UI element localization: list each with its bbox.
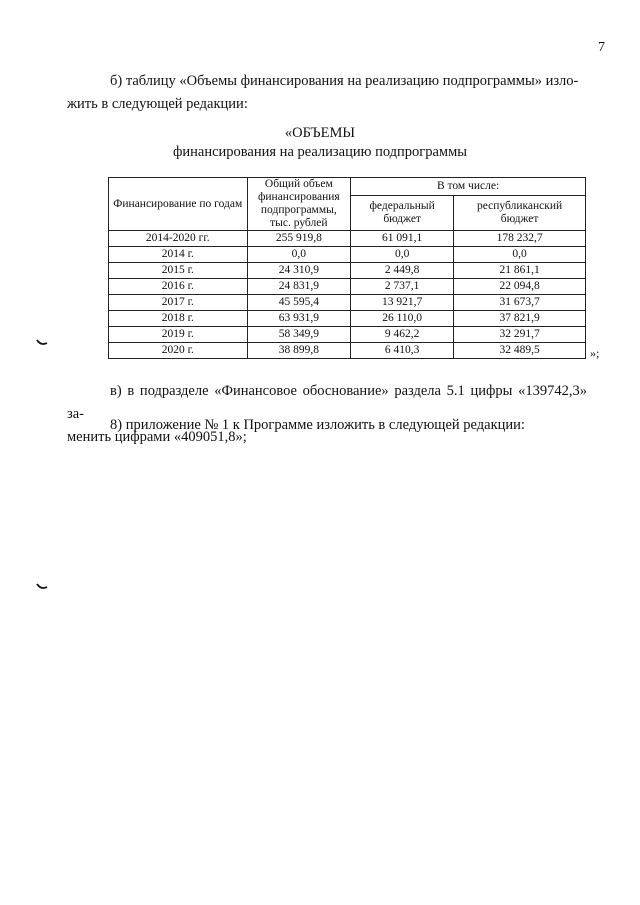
cell-year: 2016 г. [109,279,248,295]
cell-republican: 0,0 [454,247,586,263]
cell-federal: 2 737,1 [351,279,454,295]
cell-total: 63 931,9 [247,311,351,327]
intro-line-1: б) таблицу «Объемы финансирования на реализацию подпрограммы» изло- [110,73,579,89]
paragraph-8-line-1: 8) приложение № 1 к Программе изложить в следующей редакции: [110,417,525,433]
cell-republican: 32 489,5 [454,343,586,359]
intro-paragraph [67,70,587,116]
binding-mark-icon [36,583,48,591]
cell-federal: 61 091,1 [351,231,454,247]
table-header-row [109,178,586,196]
cell-federal: 9 462,2 [351,327,454,343]
cell-total: 0,0 [247,247,351,263]
financing-table [108,177,586,359]
header-federal: федеральный бюджет [351,196,454,231]
header-total: Общий объем финансирования подпрограммы, тыс. рублей [247,178,351,231]
cell-republican: 37 821,9 [454,311,586,327]
table-closing-quote: »; [590,346,600,360]
cell-year: 2018 г. [109,311,248,327]
cell-year: 2015 г. [109,263,248,279]
paragraph-v-line-2: менить цифрами «409051,8»; [67,429,247,445]
intro-line-2: жить в следующей редакции: [67,96,248,112]
table-row [109,295,586,311]
table-row [109,263,586,279]
cell-republican: 32 291,7 [454,327,586,343]
cell-federal: 6 410,3 [351,343,454,359]
cell-federal: 2 449,8 [351,263,454,279]
cell-republican: 178 232,7 [454,231,586,247]
table-row [109,343,586,359]
cell-federal: 26 110,0 [351,311,454,327]
header-years: Финансирование по годам [109,178,248,231]
table-title: «ОБЪЕМЫ [284,125,356,141]
cell-total: 255 919,8 [247,231,351,247]
cell-republican: 22 094,8 [454,279,586,295]
table-row [109,247,586,263]
cell-year: 2020 г. [109,343,248,359]
cell-total: 58 349,9 [247,327,351,343]
cell-year: 2017 г. [109,295,248,311]
table-row [109,279,586,295]
cell-total: 45 595,4 [247,295,351,311]
cell-federal: 0,0 [351,247,454,263]
cell-year: 2014-2020 гг. [109,231,248,247]
header-republican: республиканский бюджет [454,196,586,231]
paragraph-8 [67,414,587,437]
cell-federal: 13 921,7 [351,295,454,311]
cell-year: 2014 г. [109,247,248,263]
cell-year: 2019 г. [109,327,248,343]
table-row [109,231,586,247]
binding-mark-icon [36,339,48,347]
cell-total: 24 831,9 [247,279,351,295]
table-row [109,311,586,327]
cell-total: 24 310,9 [247,263,351,279]
paragraph-v-line-1: в) в подразделе «Финансовое обоснование» раздела 5.1 цифры «139742,3» за- [67,383,587,422]
cell-total: 38 899,8 [247,343,351,359]
table-row [109,327,586,343]
cell-republican: 31 673,7 [454,295,586,311]
page-number: 7 [598,40,605,55]
cell-republican: 21 861,1 [454,263,586,279]
header-including: В том числе: [351,178,586,196]
table-subtitle: финансирования на реализацию подпрограммы [172,144,468,160]
